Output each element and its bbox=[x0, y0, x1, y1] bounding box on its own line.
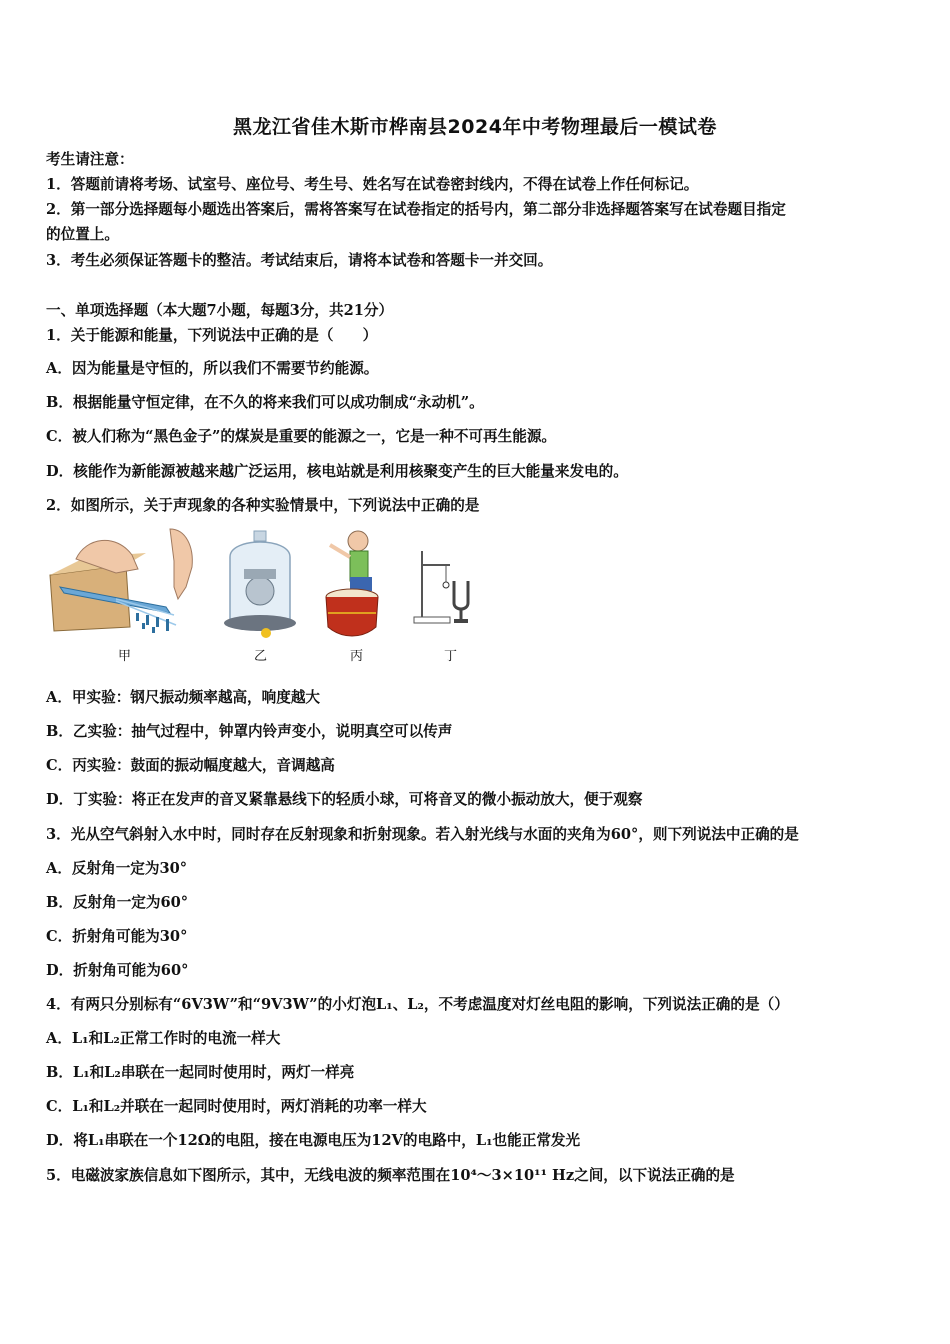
q2-option-a: A．甲实验：钢尺振动频率越高，响度越大 bbox=[46, 689, 321, 706]
notice-item-2: 2．第一部分选择题每小题选出答案后，需将答案写在试卷指定的括号内，第二部分非选择题答案写在试卷题目指定 bbox=[46, 201, 786, 218]
notice-item-2-cont: 的位置上。 bbox=[46, 226, 119, 243]
notice-item-1: 1．答题前请将考场、试室号、座位号、考生号、姓名写在试卷密封线内，不得在试卷上作任何标记。 bbox=[46, 176, 699, 193]
q3-option-a: A．反射角一定为30° bbox=[46, 860, 188, 877]
fig-label-bing: 丙 bbox=[350, 649, 364, 664]
q3-option-c: C．折射角可能为30° bbox=[46, 928, 188, 945]
tuning-fork-illustration bbox=[410, 527, 480, 639]
ruler-vibration-illustration bbox=[46, 527, 196, 639]
q2-option-b: B．乙实验：抽气过程中，钟罩内铃声变小，说明真空可以传声 bbox=[46, 723, 453, 740]
q2-stem: 2．如图所示，关于声现象的各种实验情景中，下列说法中正确的是 bbox=[46, 497, 480, 514]
section-heading: 一、单项选择题（本大题7小题，每题3分，共21分） bbox=[46, 302, 394, 319]
q3-stem: 3．光从空气斜射入水中时，同时存在反射现象和折射现象。若入射光线与水面的夹角为60°，则下列说法中正确的是 bbox=[46, 826, 799, 843]
q1-option-a: A．因为能量是守恒的，所以我们不需要节约能源。 bbox=[46, 360, 379, 377]
q1-option-b: B．根据能量守恒定律，在不久的将来我们可以成功制成“永动机”。 bbox=[46, 394, 484, 411]
notice-item-3: 3．考生必须保证答题卡的整洁。考试结束后，请将本试卷和答题卡一并交回。 bbox=[46, 252, 553, 269]
q4-option-d: D．将L₁串联在一个12Ω的电阻，接在电源电压为12V的电路中，L₁也能正常发光 bbox=[46, 1132, 581, 1149]
notice-heading: 考生请注意： bbox=[46, 151, 134, 168]
q4-option-c: C．L₁和L₂并联在一起同时使用时，两灯消耗的功率一样大 bbox=[46, 1098, 427, 1115]
fig-label-ding: 丁 bbox=[444, 649, 458, 664]
page-title: 黑龙江省佳木斯市桦南县2024年中考物理最后一模试卷 bbox=[233, 116, 717, 138]
q5-stem: 5．电磁波家族信息如下图所示，其中，无线电波的频率范围在10⁴～3×10¹¹ Hz之间，以下说法正确的是 bbox=[46, 1167, 735, 1184]
q1-option-c: C．被人们称为“黑色金子”的煤炭是重要的能源之一，它是一种不可再生能源。 bbox=[46, 428, 557, 445]
q4-option-a: A．L₁和L₂正常工作时的电流一样大 bbox=[46, 1030, 281, 1047]
drum-illustration bbox=[322, 527, 392, 639]
q4-stem: 4．有两只分别标有“6V3W”和“9V3W”的小灯泡L₁、L₂，不考虑温度对灯丝电阻的影响，下列说法正确的是（） bbox=[46, 996, 789, 1013]
q2-option-d: D．丁实验：将正在发声的音叉紧靠悬线下的轻质小球，可将音叉的微小振动放大，便于观察 bbox=[46, 791, 643, 808]
q4-option-b: B．L₁和L₂串联在一起同时使用时，两灯一样亮 bbox=[46, 1064, 355, 1081]
q1-option-d: D．核能作为新能源被越来越广泛运用，核电站就是利用核聚变产生的巨大能量来发电的。 bbox=[46, 463, 628, 480]
fig-label-jia: 甲 bbox=[118, 649, 132, 664]
q3-option-d: D．折射角可能为60° bbox=[46, 962, 189, 979]
bell-jar-illustration bbox=[220, 527, 300, 639]
q2-option-c: C．丙实验：鼓面的振动幅度越大，音调越高 bbox=[46, 757, 335, 774]
fig-label-yi: 乙 bbox=[254, 649, 268, 664]
q1-stem: 1．关于能源和能量，下列说法中正确的是（ ） bbox=[46, 327, 378, 344]
sound-experiments-figure bbox=[46, 527, 486, 664]
q3-option-b: B．反射角一定为60° bbox=[46, 894, 189, 911]
